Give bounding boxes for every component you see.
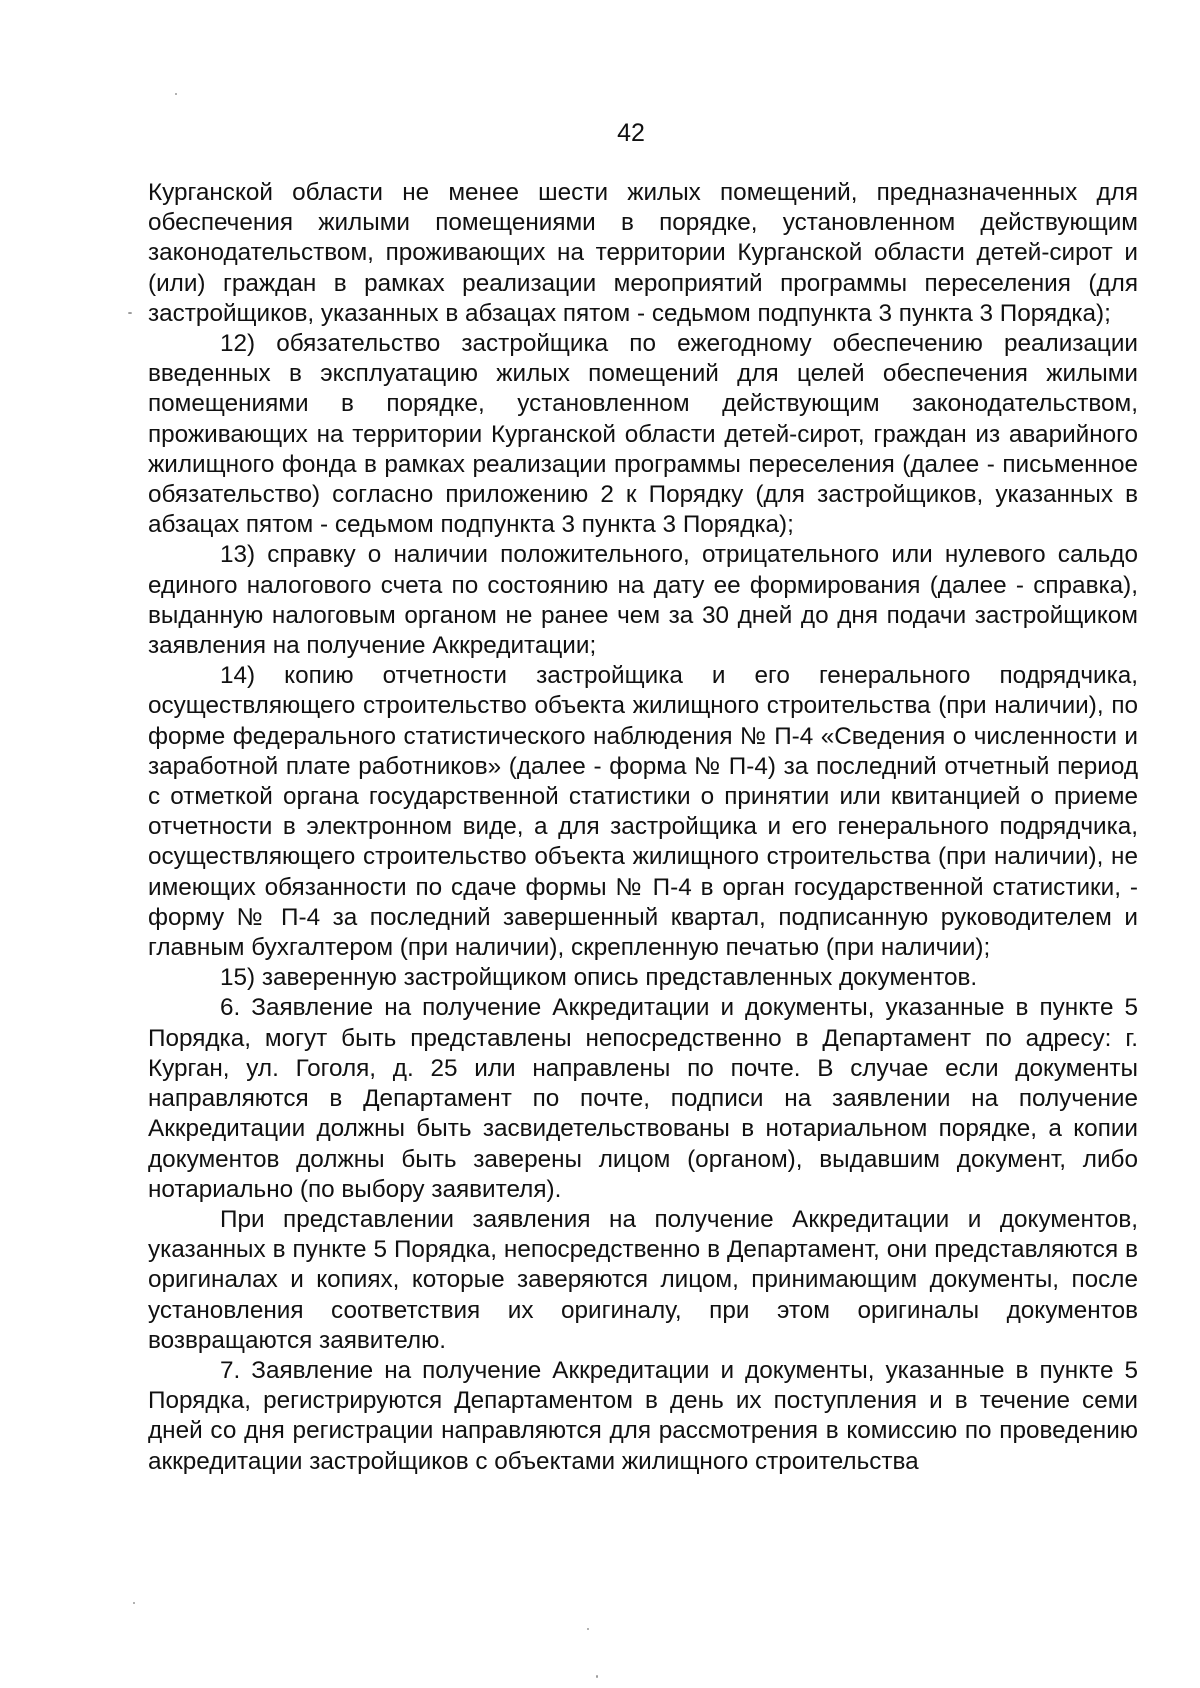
paragraph-item-14: 14) копию отчетности застройщика и его генерального подрядчика, осуществляющего строительство объекта жилищного строительства (при наличии), по форме федерального статистического наблюдения № П-4 «Сведения о численности и заработной плате работников» (далее - форма № П-4) за последний отчетный период с отметкой органа государственной статистики о принятии или квитанцией о приеме отчетности в электронном виде, а для застройщика и его генерального подрядчика, осуществляющего строительство объекта жилищного строительства (при наличии), не имеющих обязанности по сдаче формы № П-4 в орган государственной статистики, - форму № П-4 за последний завершенный квартал, подписанную руководителем и главным бухгалтером (при наличии), скрепленную печатью (при наличии); xyxy=(148,662,1138,962)
scan-speck xyxy=(175,93,177,95)
paragraph-section-6: 6. Заявление на получение Аккредитации и документы, указанные в пункте 5 Порядка, могут быть представлены непосредственно в Департамент по адресу: г. Курган, ул. Гоголя, д. 25 или направлены по почте. В случае если документы направляются в Департамент по почте, подписи на заявлении на получение Аккредитации должны быть засвидетельствованы в нотариальном порядке, а копии документов должны быть заверены лицом (органом), выдавшим документ, либо нотариально (по выбору заявителя). xyxy=(148,994,1138,1203)
paragraph-item-12: 12) обязательство застройщика по ежегодному обеспечению реализации введенных в эксплуатацию жилых помещений для целей обеспечения жилыми помещениями в порядке, установленном действующим законодательством, проживающих на территории Курганской области детей-сирот, граждан из аварийного жилищного фонда в рамках реализации программы переселения (далее - письменное обязательство) согласно приложению 2 к Порядку (для застройщиков, указанных в абзацах пятом - седьмом подпункта 3 пункта 3 Порядка); xyxy=(148,330,1138,539)
document-body xyxy=(148,178,1138,1477)
page-number: 42 xyxy=(617,119,645,147)
paragraph-continuation: Курганской области не менее шести жилых помещений, предназначенных для обеспечения жилыми помещениями в порядке, установленном действующим законодательством, проживающих на территории Курганской области детей-сирот и (или) граждан в рамках реализации мероприятий программы переселения (для застройщиков, указанных в абзацах пятом - седьмом подпункта 3 пункта 3 Порядка); xyxy=(148,179,1138,327)
paragraph-section-7: 7. Заявление на получение Аккредитации и документы, указанные в пункте 5 Порядка, регистрируются Департаментом в день их поступления и в течение семи дней со дня регистрации направляются для рассмотрения в комиссию по проведению аккредитации застройщиков с объектами жилищного строительства xyxy=(148,1356,1138,1475)
scan-speck xyxy=(133,1602,135,1604)
scan-speck xyxy=(587,1628,589,1630)
paragraph-section-6-continued: При представлении заявления на получение Аккредитации и документов, указанных в пункте 5 Порядка, непосредственно в Департамент, они представляются в оригиналах и копиях, которые заверяются лицом, принимающим документы, после установления соответствия их оригиналу, при этом оригиналы документов возвращаются заявителю. xyxy=(148,1205,1138,1354)
scan-speck xyxy=(128,312,132,314)
scan-speck xyxy=(596,1675,598,1678)
paragraph-item-13: 13) справку о наличии положительного, отрицательного или нулевого сальдо единого налогового счета по состоянию на дату ее формирования (далее - справка), выданную налоговым органом не ранее чем за 30 дней до дня подачи застройщиком заявления на получение Аккредитации; xyxy=(148,541,1138,660)
paragraph-item-15: 15) заверенную застройщиком опись представленных документов. xyxy=(220,964,978,992)
